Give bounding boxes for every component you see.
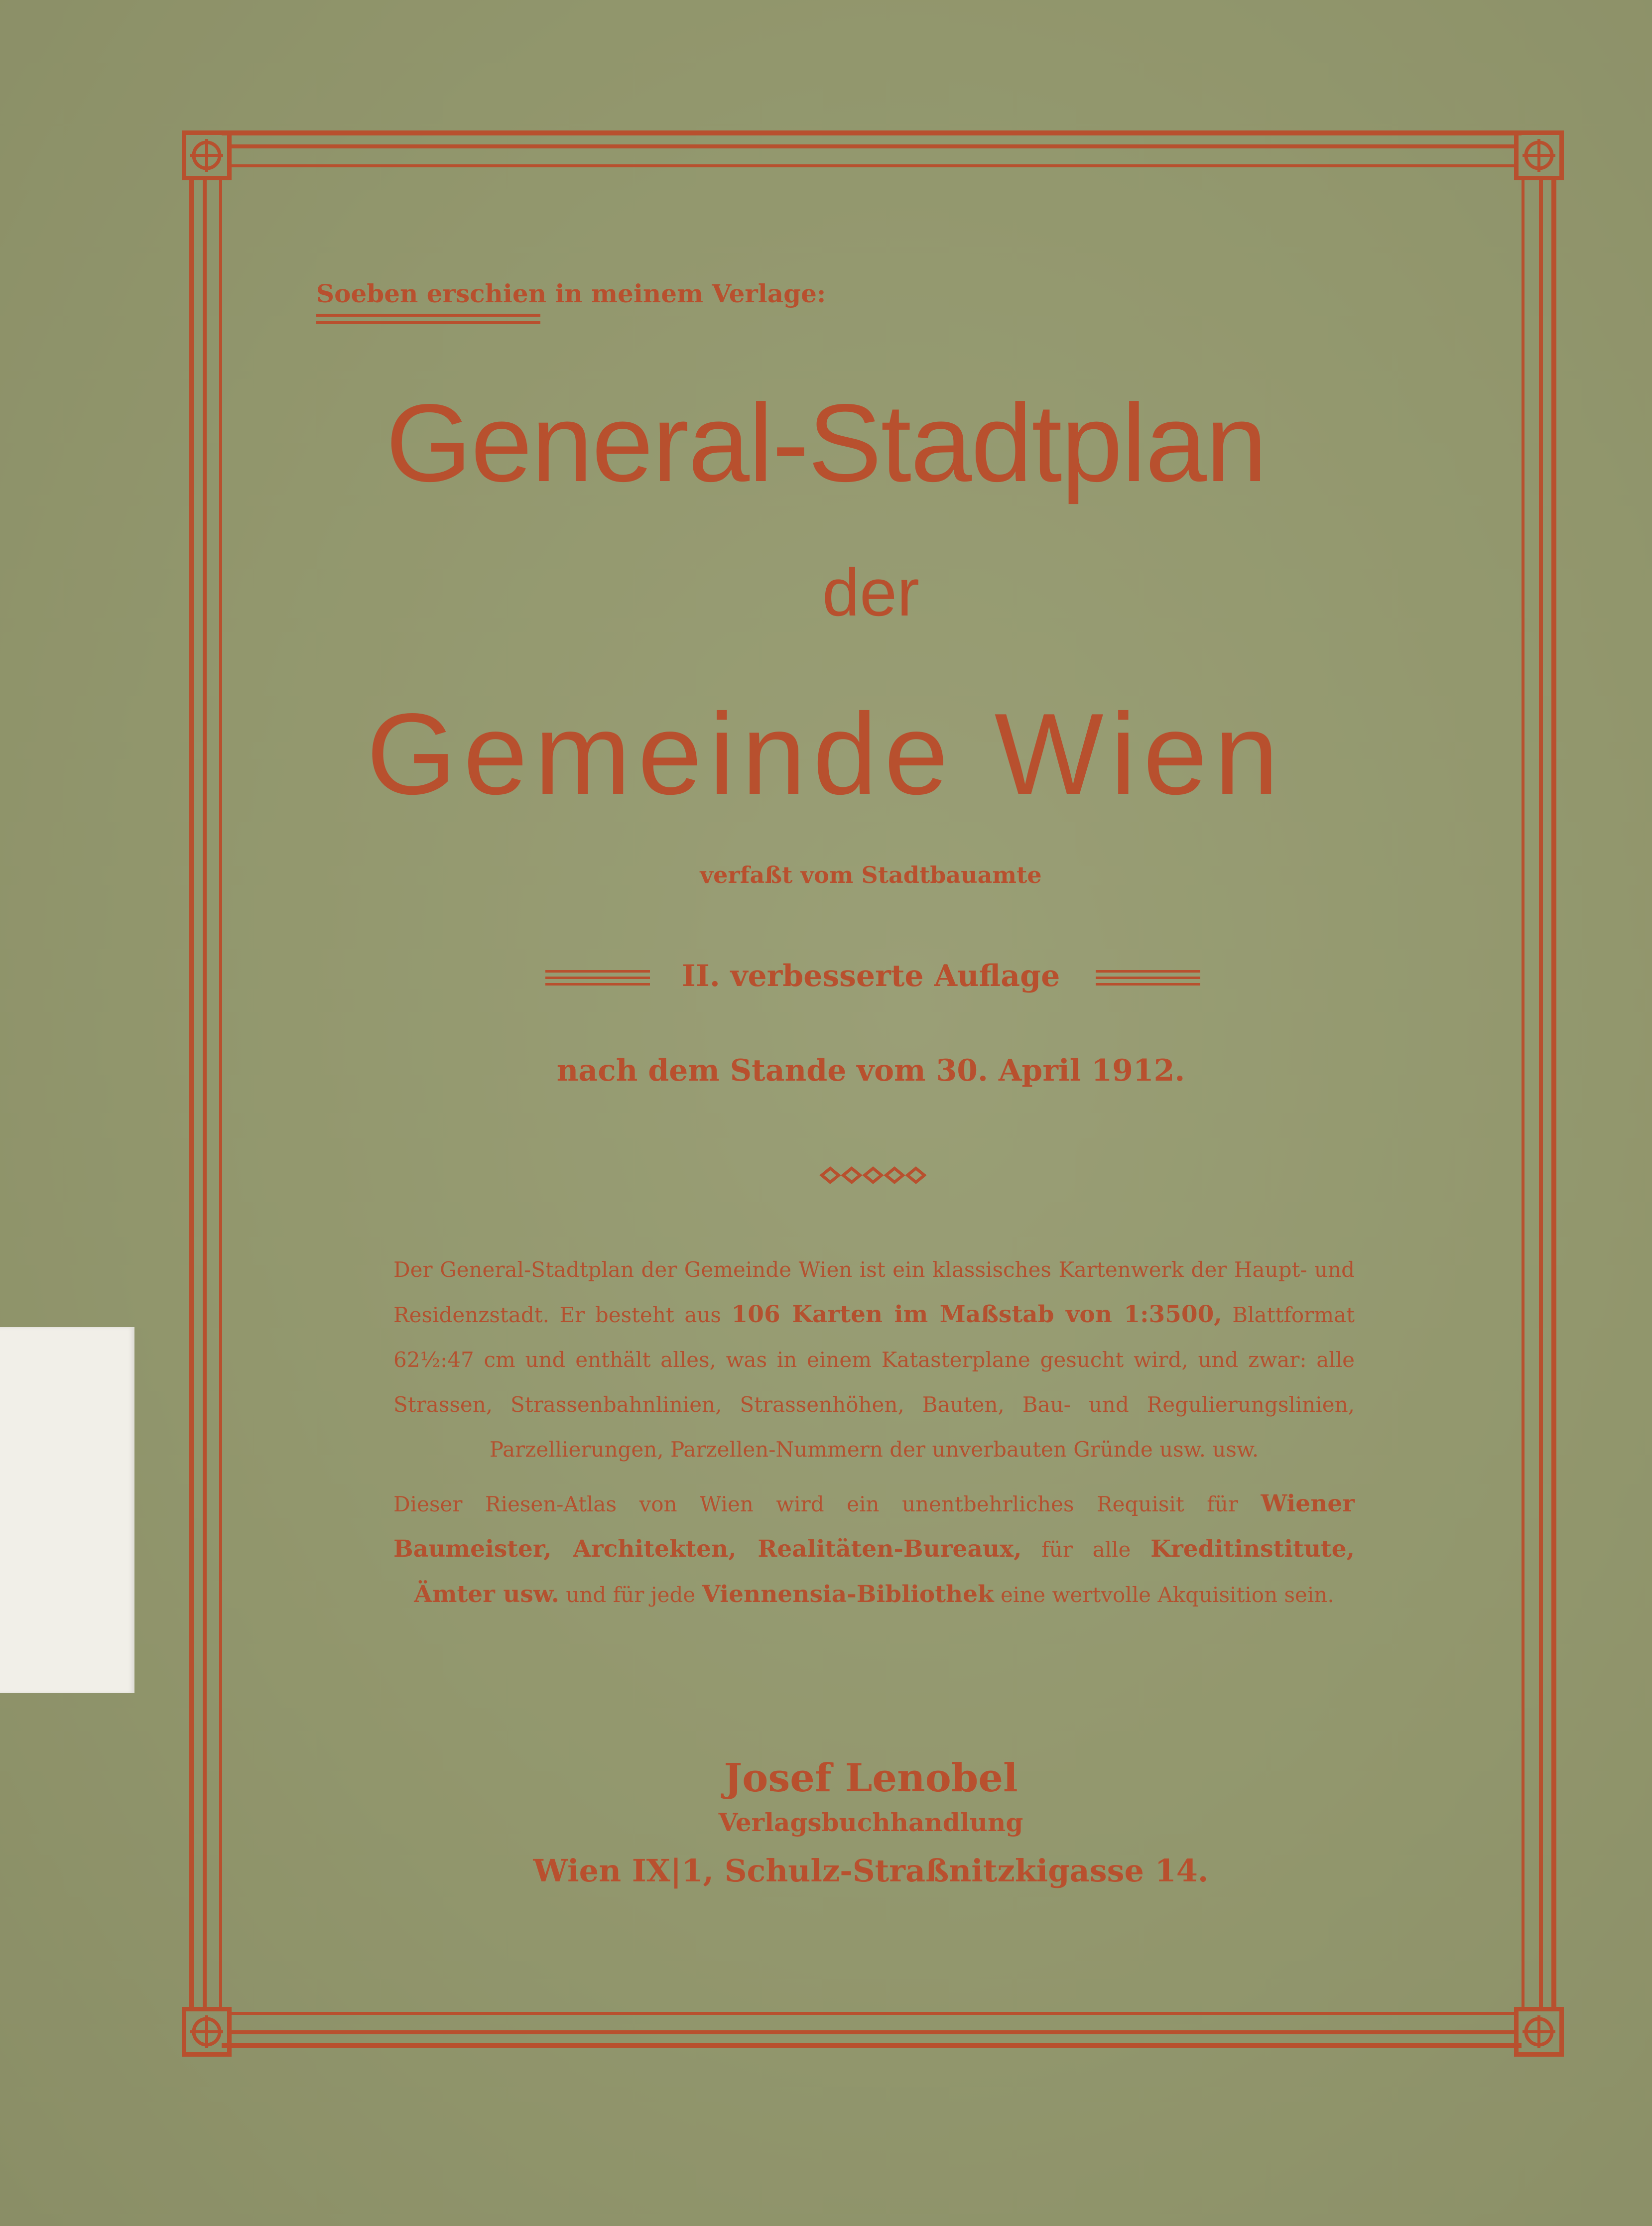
description-p1-text-c: Blattformat 62½:47 cm und enthält alles, was in einem Katasterplane gesucht wird, und zwar: alle Strassen, Strassenbahnlinien, Strassenhöhen, Bauten, Bau- und Regulierungslinien, Parzellierungen, Parzellen-Nummern der unverbauten Gründe usw. usw. xyxy=(393,1303,1355,1462)
description-p1-text-a: Der General-Stadtplan der Gemeinde Wien ist ein klassisches Kartenwerk der Haupt- und Residenzstadt. Er besteht aus xyxy=(393,1257,1355,1327)
diamond-ornament-icon xyxy=(819,1165,926,1185)
publisher-type: Verlagsbuchhandlung xyxy=(718,1808,1023,1837)
title-line-2: der xyxy=(822,555,920,630)
description-p2-bold-d: Kreditinstitute, Ämter usw. xyxy=(414,1535,1355,1608)
corner-ornament-bottom-left xyxy=(182,2007,232,2057)
description-p2-text-c: für alle xyxy=(1021,1537,1151,1562)
title-line-3: Gemeinde Wien xyxy=(366,690,1286,819)
description-paragraph-2 xyxy=(393,1482,1355,1617)
announcement-underline-2 xyxy=(316,321,540,324)
publisher-name: Josef Lenobel xyxy=(724,1755,1018,1801)
frame-top-inner xyxy=(229,164,1514,167)
description-p2-bold-b: Wiener Baumeister, Architekten, Realitäten-Bureaux, xyxy=(393,1490,1355,1563)
description-p2-text-e: und für jede xyxy=(559,1583,702,1607)
frame-top-outer xyxy=(222,130,1522,135)
frame-top-middle xyxy=(229,144,1514,148)
announcement-line: Soeben erschien in meinem Verlage: xyxy=(316,279,826,308)
corner-ornament-bottom-right xyxy=(1514,2007,1564,2057)
white-binding-strip xyxy=(0,1327,134,1693)
description-p1-bold: 106 Karten im Maßstab von 1:3500, xyxy=(731,1301,1222,1328)
edition-line: II. verbesserte Auflage xyxy=(681,959,1060,993)
frame-bottom-outer xyxy=(222,2043,1522,2048)
description-p2-text-a: Dieser Riesen-Atlas von Wien wird ein unentbehrliches Requisit für xyxy=(393,1492,1261,1516)
description-p2-bold-f: Viennensia-Bibliothek xyxy=(702,1581,994,1608)
author-line: verfaßt vom Stadtbauamte xyxy=(700,862,1042,888)
date-line: nach dem Stande vom 30. April 1912. xyxy=(556,1053,1185,1088)
corner-ornament-top-left xyxy=(182,130,232,180)
frame-bottom-middle xyxy=(229,2030,1514,2034)
description-paragraph-1 xyxy=(393,1247,1355,1472)
announcement-underline-1 xyxy=(316,314,540,317)
frame-bottom-inner xyxy=(229,2012,1514,2015)
publisher-address: Wien IX|1, Schulz-Straßnitzkigasse 14. xyxy=(533,1853,1209,1889)
corner-ornament-top-right xyxy=(1514,130,1564,180)
edition-rule-right xyxy=(1096,970,1200,986)
description-p2-text-g: eine wertvolle Akquisition sein. xyxy=(994,1583,1334,1607)
title-line-1: General-Stadtplan xyxy=(385,381,1267,505)
